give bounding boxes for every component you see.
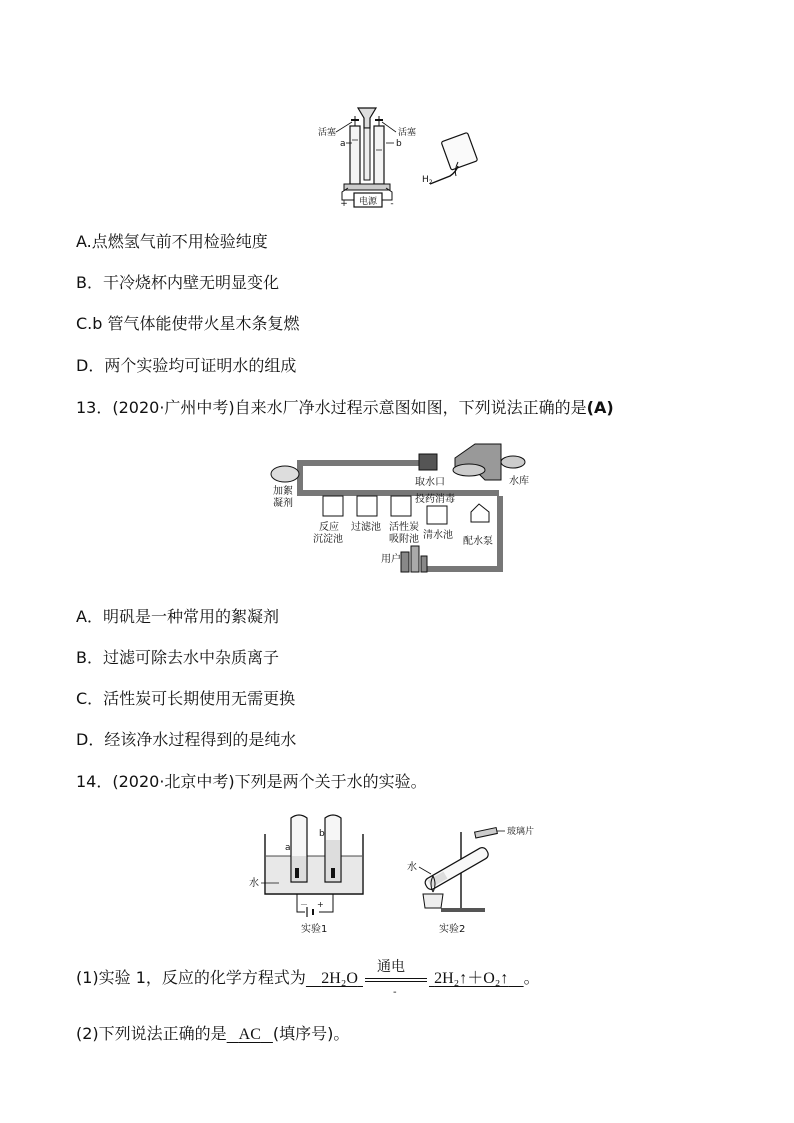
- flocculant-label-2: 凝剂: [273, 498, 293, 509]
- q14-sub2-answer: [227, 1026, 273, 1043]
- tube-b-label: b: [319, 829, 325, 839]
- water-label-1: 水: [249, 878, 259, 889]
- eq-condition-text: 通电: [376, 958, 405, 975]
- eq-line-1: [365, 978, 427, 979]
- disinfect-label: 投药消毒: [415, 494, 455, 505]
- q12-option-b: B．干冷烧杯内壁无明显变化: [76, 273, 279, 292]
- eq-condition: [365, 958, 427, 998]
- reservoir-label: 水库: [509, 476, 529, 487]
- q13-stem-text: 13．(2020·广州中考)自来水厂净水过程示意图如图，下列说法正确的是: [76, 398, 587, 417]
- q14-stem: 14．(2020·北京中考)下列是两个关于水的实验。: [76, 772, 427, 791]
- q14-sub2-suffix: (填序号)。: [272, 1024, 350, 1043]
- eq-line-2: [365, 981, 427, 982]
- q13-answer: (A): [586, 398, 614, 417]
- reaction-label-2: 沉淀池: [313, 534, 343, 545]
- q14-sub1-prefix: (1)实验 1，反应的化学方程式为: [76, 968, 306, 987]
- q13-stem: [76, 398, 614, 418]
- pump-label: 配水泵: [463, 536, 493, 547]
- q14-sub1-answer: [306, 958, 524, 998]
- q13-option-c: C．活性炭可长期使用无需更换: [76, 689, 296, 708]
- experiment-2-label: 实验2: [439, 924, 466, 935]
- carbon-label-2: 吸附池: [389, 534, 419, 545]
- q13-option-a: A．明矾是一种常用的絮凝剂: [76, 607, 279, 626]
- power-label: 电源: [358, 197, 378, 207]
- reaction-label-1: 反应: [319, 522, 339, 533]
- q12-option-d: D．两个实验均可证明水的组成: [76, 356, 297, 375]
- q14-sub1-suffix: 。: [523, 968, 540, 987]
- eq-under-text: -: [392, 986, 397, 998]
- q13-option-d: D．经该净水过程得到的是纯水: [76, 730, 297, 749]
- tube-b-label: b: [396, 139, 402, 149]
- q14-sub2-prefix: (2)下列说法正确的是: [76, 1024, 227, 1043]
- plus-sign: +: [340, 199, 348, 209]
- water-label-2: 水: [407, 862, 417, 873]
- tube-a-label: a: [340, 139, 346, 149]
- q14-sub1: [76, 958, 540, 998]
- q14-sub2: [76, 1024, 349, 1045]
- figure-water-treatment: [265, 440, 535, 580]
- filter-label: 过滤池: [351, 522, 381, 533]
- h2-label: $H_2$: [422, 175, 433, 186]
- glass-plate-label: 玻璃片: [507, 827, 535, 837]
- figure-water-experiments: [245, 812, 555, 940]
- flocculant-label-1: 加絮: [273, 486, 293, 497]
- carbon-label-1: 活性炭: [389, 522, 419, 533]
- minus-sign: -: [390, 199, 394, 209]
- experiment-1-label: 实验1: [301, 924, 328, 935]
- valve-left-label: 活塞: [318, 128, 337, 138]
- battery-minus: －: [300, 900, 308, 909]
- user-label: 用户: [381, 554, 401, 565]
- q12-option-a: A.点燃氢气前不用检验纯度: [76, 232, 268, 251]
- tube-a-label: a: [285, 843, 291, 853]
- figure-electrolysis-hydrogen: [300, 100, 500, 210]
- clear-water-label: 清水池: [423, 530, 453, 541]
- q13-option-b: B．过滤可除去水中杂质离子: [76, 648, 279, 667]
- eq-left: 2H₂O: [321, 970, 358, 987]
- q14-sub2-answer-text: AC: [238, 1026, 261, 1043]
- valve-right-label: 活塞: [398, 128, 417, 138]
- battery-plus: +: [317, 900, 324, 909]
- eq-right: 2H₂↑＋O₂↑: [434, 970, 509, 987]
- q12-option-c: C.b 管气体能使带火星木条复燃: [76, 314, 300, 333]
- intake-label: 取水口: [415, 477, 445, 488]
